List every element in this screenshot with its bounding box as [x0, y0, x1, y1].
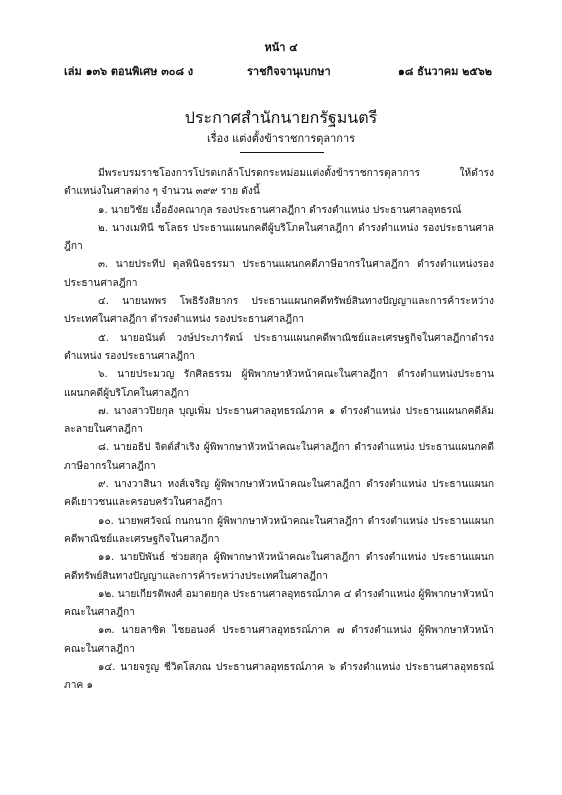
appointment-item: ๒. นางเมทินี ชโลธร ประธานแผนกคดีผู้บริโภคในศาลฎีกา ดำรงตำแหน่ง รองประธานศาลฎีกา	[64, 222, 494, 253]
appointment-item: ๕. นายอนันต์ วงษ์ประภารัตน์ ประธานแผนกคดีพาณิชย์และเศรษฐกิจในศาลฎีกาดำรงตำแหน่ง รองประธานศาลฎีกา	[64, 332, 494, 362]
appointment-item: ๑. นายวิชัย เอื้ออังคณากุล รองประธานศาลฎีกา ดำรงตำแหน่ง ประธานศาลอุทธรณ์	[98, 204, 462, 216]
announcement-body	[64, 165, 494, 696]
appointment-item: ๓. นายประทีป ดุลพินิจธรรมา ประธานแผนกคดีภาษีอากรในศาลฎีกา ดำรงตำแหน่งรองประธานศาลฎีกา	[64, 259, 494, 289]
announcement-title: ประกาศสำนักนายกรัฐมนตรี	[184, 108, 378, 127]
appointment-item: ๗. นางสาวปิยกุล บุญเพิ่ม ประธานศาลอุทธรณ์ภาค ๑ ดำรงตำแหน่ง ประธานแผนกคดีล้มละลายในศาลฎีกา	[64, 405, 494, 436]
gazette-header	[64, 62, 492, 78]
appointment-item: ๑๒. นายเกียรติพงศ์ อมาตยกุล ประธานศาลอุทธรณ์ภาค ๔ ดำรงตำแหน่ง ผู้พิพากษาหัวหน้าคณะในศาลฎีกา	[64, 588, 494, 619]
appointment-item: ๙. นางวาสินา หงส์เจริญ ผู้พิพากษาหัวหน้าคณะในศาลฎีกา ดำรงตำแหน่ง ประธานแผนกคดีเยาวชนและครอบครัวในศาลฎีกา	[64, 479, 494, 509]
announcement-subject: เรื่อง แต่งตั้งข้าราชการตุลาการ	[206, 132, 356, 145]
publication-date: ๑๘ ธันวาคม ๒๕๖๒	[397, 65, 492, 78]
volume-issue: เล่ม ๑๓๖ ตอนพิเศษ ๓๐๘ ง	[64, 65, 194, 78]
appointment-item: ๑๑. นายปิพันธ์ ช่วยสกุล ผู้พิพากษาหัวหน้าคณะในศาลฎีกา ดำรงตำแหน่ง ประธานแผนกคดีทรัพย์สินทางปัญญาและการค้าระหว่างประเทศในศาลฎีกา	[64, 552, 494, 582]
appointment-item: ๑๐. นายพศวัจณ์ กนกนาก ผู้พิพากษาหัวหน้าคณะในศาลฎีกา ดำรงตำแหน่ง ประธานแผนกคดีพาณิชย์และเศรษฐกิจในศาลฎีกา	[64, 515, 494, 545]
appointment-item: ๑๔. นายจรูญ ชีวิตโสภณ ประธานศาลอุทธรณ์ภาค ๖ ดำรงตำแหน่ง ประธานศาลอุทธรณ์ภาค ๑	[64, 662, 494, 692]
publication-name: ราชกิจจานุเบกษา	[247, 65, 331, 78]
intro-paragraph: มีพระบรมราชโองการโปรดเกล้าโปรดกระหม่อมแต่งตั้งข้าราชการตุลาการ ให้ดำรงตำแหน่งในศาลต่าง ๆ จำนวน ๓๙๙ ราย ดังนี้	[64, 168, 494, 198]
appointment-item: ๖. นายประมวญ รักศิลธรรม ผู้พิพากษาหัวหน้าคณะในศาลฎีกา ดำรงตำแหน่งประธานแผนกคดีผู้บริโภคในศาลฎีกา	[64, 369, 494, 399]
appointment-item: ๔. นายนพพร โพธิรังสิยากร ประธานแผนกคดีทรัพย์สินทางปัญญาและการค้าระหว่างประเทศในศาลฎีกา ดำรงตำแหน่ง รองประธานศาลฎีกา	[64, 296, 494, 326]
appointment-item: ๘. นายอธิป จิตต์สำเริง ผู้พิพากษาหัวหน้าคณะในศาลฎีกา ดำรงตำแหน่ง ประธานแผนกคดีภาษีอากรในศาลฎีกา	[64, 442, 494, 472]
appointment-item: ๑๓. นายลาซิต ไชยอนงค์ ประธานศาลอุทธรณ์ภาค ๗ ดำรงตำแหน่ง ผู้พิพากษาหัวหน้าคณะในศาลฎีกา	[64, 625, 494, 655]
page-number: หน้า ๔	[264, 41, 298, 54]
title-divider	[240, 152, 324, 153]
